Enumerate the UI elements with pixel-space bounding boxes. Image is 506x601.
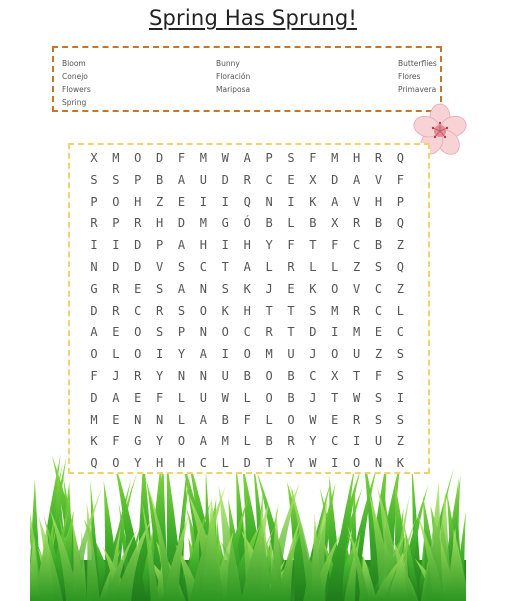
- grid-cell[interactable]: H: [243, 303, 251, 318]
- grid-cell[interactable]: L: [287, 216, 295, 231]
- grid-cell[interactable]: D: [90, 303, 98, 318]
- grid-row: [83, 235, 415, 257]
- grid-cell[interactable]: C: [265, 172, 273, 187]
- grid-cell[interactable]: X: [309, 172, 317, 187]
- grid-cell[interactable]: J: [265, 281, 273, 296]
- grid-cell[interactable]: R: [90, 216, 98, 231]
- word-search-frame: [68, 143, 430, 474]
- grid-cell[interactable]: T: [331, 390, 339, 405]
- grid-cell[interactable]: A: [112, 390, 120, 405]
- grid-cell[interactable]: S: [156, 325, 164, 340]
- grid-cell[interactable]: Z: [396, 238, 405, 253]
- grid-cell[interactable]: G: [134, 434, 142, 449]
- grid-cell[interactable]: E: [134, 390, 142, 405]
- grid-cell[interactable]: D: [177, 216, 186, 231]
- grid-cell[interactable]: H: [177, 456, 186, 471]
- grid-cell[interactable]: A: [243, 259, 251, 274]
- grid-cell[interactable]: O: [134, 325, 142, 340]
- grid-cell[interactable]: V: [374, 172, 383, 187]
- grid-cell[interactable]: I: [199, 194, 208, 209]
- grid-cell[interactable]: T: [287, 325, 295, 340]
- grid-cell[interactable]: E: [331, 412, 339, 427]
- grid-cell[interactable]: Z: [396, 281, 405, 296]
- grid-row: [83, 279, 415, 301]
- grid-cell[interactable]: C: [309, 368, 317, 383]
- grid-cell[interactable]: L: [112, 347, 120, 362]
- grid-cell[interactable]: R: [287, 434, 295, 449]
- grid-cell[interactable]: C: [374, 281, 383, 296]
- grid-cell[interactable]: Z: [374, 347, 383, 362]
- grid-cell[interactable]: O: [287, 412, 295, 427]
- grid-cell[interactable]: S: [177, 259, 186, 274]
- grid-cell[interactable]: F: [287, 238, 295, 253]
- grid-row: [83, 192, 415, 214]
- grid-cell[interactable]: R: [353, 216, 361, 231]
- grid-cell[interactable]: K: [396, 456, 405, 471]
- grid-cell[interactable]: O: [265, 390, 273, 405]
- grid-cell[interactable]: A: [177, 281, 186, 296]
- grid-cell[interactable]: D: [243, 456, 251, 471]
- grid-cell[interactable]: W: [221, 151, 229, 165]
- grid-cell[interactable]: O: [199, 303, 208, 318]
- grid-cell[interactable]: I: [221, 194, 229, 209]
- grid-cell[interactable]: U: [374, 434, 383, 449]
- grid-cell[interactable]: B: [374, 216, 383, 231]
- grid-cell[interactable]: L: [396, 303, 405, 318]
- grid-row: [83, 170, 415, 192]
- grid-row: [83, 301, 415, 323]
- page-title: Spring Has Sprung!: [149, 6, 357, 30]
- grid-cell[interactable]: M: [90, 412, 98, 427]
- word-bank-item: Flores: [398, 72, 421, 81]
- grid-cell[interactable]: H: [353, 151, 361, 165]
- grid-cell[interactable]: U: [199, 390, 208, 405]
- grid-cell[interactable]: R: [112, 303, 120, 318]
- grid-cell[interactable]: F: [331, 238, 339, 253]
- grid-cell[interactable]: Y: [156, 368, 164, 383]
- word-bank-item: Butterflies: [398, 59, 437, 68]
- grid-cell[interactable]: N: [199, 368, 208, 383]
- grid-cell[interactable]: Y: [265, 238, 273, 253]
- grid-cell[interactable]: P: [265, 151, 273, 165]
- grid-cell[interactable]: H: [156, 456, 164, 471]
- grid-cell[interactable]: L: [221, 456, 229, 471]
- grid-cell[interactable]: S: [221, 281, 229, 296]
- word-bank-column-3: [398, 57, 437, 96]
- grid-cell[interactable]: K: [243, 281, 251, 296]
- grid-cell[interactable]: B: [309, 216, 317, 231]
- word-bank-item: Conejo: [62, 72, 88, 81]
- grid-cell[interactable]: L: [309, 259, 317, 274]
- grid-cell[interactable]: M: [331, 303, 339, 318]
- grid-cell[interactable]: H: [134, 194, 142, 209]
- grid-cell[interactable]: D: [90, 390, 98, 405]
- grid-cell[interactable]: B: [265, 216, 273, 231]
- grid-cell[interactable]: F: [177, 151, 186, 165]
- grid-cell[interactable]: B: [374, 238, 383, 253]
- grid-cell[interactable]: A: [243, 151, 251, 165]
- grid-cell[interactable]: S: [374, 259, 383, 274]
- grid-cell[interactable]: A: [177, 172, 186, 187]
- grid-row: [83, 453, 415, 475]
- grid-cell[interactable]: O: [265, 368, 273, 383]
- word-bank-column-1: [62, 57, 91, 109]
- grid-cell[interactable]: B: [156, 172, 164, 187]
- grid-cell[interactable]: I: [112, 238, 120, 253]
- grid-cell[interactable]: P: [156, 238, 164, 253]
- word-bank-item: Bunny: [216, 59, 240, 68]
- grid-cell[interactable]: S: [374, 390, 383, 405]
- grid-cell[interactable]: F: [243, 412, 251, 427]
- grid-cell[interactable]: R: [243, 172, 251, 187]
- grid-row: [83, 322, 415, 344]
- grid-row: [83, 388, 415, 410]
- grid-row: [83, 344, 415, 366]
- grid-cell[interactable]: B: [287, 390, 295, 405]
- grid-cell[interactable]: Q: [243, 194, 251, 209]
- grid-cell[interactable]: N: [156, 412, 164, 427]
- grid-cell[interactable]: O: [134, 151, 142, 165]
- grid-cell[interactable]: Z: [156, 194, 164, 209]
- grid-cell[interactable]: M: [199, 151, 208, 165]
- grid-cell[interactable]: T: [309, 238, 317, 253]
- grid-cell[interactable]: L: [331, 259, 339, 274]
- grid-cell[interactable]: S: [90, 172, 98, 187]
- grid-cell[interactable]: M: [265, 347, 273, 362]
- grid-cell[interactable]: C: [243, 325, 251, 340]
- grid-cell[interactable]: Q: [90, 456, 98, 471]
- grid-cell[interactable]: R: [353, 412, 361, 427]
- grid-cell[interactable]: O: [353, 456, 361, 471]
- grid-cell[interactable]: I: [221, 347, 229, 362]
- grid-cell[interactable]: B: [265, 434, 273, 449]
- grid-cell[interactable]: Z: [353, 259, 361, 274]
- grid-cell[interactable]: J: [112, 368, 120, 383]
- grid-cell[interactable]: R: [112, 281, 120, 296]
- grid-row: [83, 257, 415, 279]
- grid-cell[interactable]: Z: [396, 434, 405, 449]
- grid-cell[interactable]: A: [199, 434, 208, 449]
- word-bank-item: Mariposa: [216, 85, 251, 94]
- word-bank-item: Flowers: [62, 85, 91, 94]
- grid-cell[interactable]: H: [199, 238, 208, 253]
- grid-cell[interactable]: K: [309, 194, 317, 209]
- grid-cell[interactable]: A: [177, 238, 186, 253]
- grid-cell[interactable]: F: [396, 172, 405, 187]
- grid-cell[interactable]: R: [156, 303, 164, 318]
- grid-cell[interactable]: V: [156, 259, 164, 274]
- grid-cell[interactable]: S: [287, 151, 295, 165]
- grid-cell[interactable]: R: [134, 216, 142, 231]
- word-bank-item: Spring: [62, 98, 87, 107]
- grid-cell[interactable]: T: [265, 303, 273, 318]
- grid-cell[interactable]: D: [156, 151, 164, 165]
- grid-cell[interactable]: S: [374, 412, 383, 427]
- grid-cell[interactable]: N: [90, 259, 98, 274]
- grid-cell[interactable]: M: [221, 434, 229, 449]
- grid-cell[interactable]: D: [331, 172, 339, 187]
- grid-cell[interactable]: Y: [177, 347, 186, 362]
- grid-cell[interactable]: N: [134, 412, 142, 427]
- grid-cell[interactable]: C: [374, 303, 383, 318]
- grid-cell[interactable]: H: [374, 194, 383, 209]
- grid-cell[interactable]: H: [243, 238, 251, 253]
- grid-cell[interactable]: O: [90, 347, 98, 362]
- grid-cell[interactable]: J: [309, 347, 317, 362]
- word-bank: [52, 46, 442, 112]
- grid-cell[interactable]: K: [90, 434, 98, 449]
- grid-row: [83, 148, 415, 170]
- grid-cell[interactable]: A: [199, 412, 208, 427]
- grid-cell[interactable]: T: [353, 368, 361, 383]
- grid-cell[interactable]: L: [243, 434, 251, 449]
- grid-cell[interactable]: A: [90, 325, 98, 340]
- grid-cell[interactable]: U: [221, 368, 229, 383]
- grid-cell[interactable]: M: [353, 325, 361, 340]
- grid-cell[interactable]: E: [177, 194, 186, 209]
- grid-cell[interactable]: N: [265, 194, 273, 209]
- grid-cell[interactable]: D: [134, 238, 142, 253]
- grid-cell[interactable]: Q: [396, 216, 405, 231]
- grid-cell[interactable]: Y: [134, 456, 142, 471]
- grid-cell[interactable]: C: [331, 434, 339, 449]
- grid-cell[interactable]: L: [265, 412, 273, 427]
- grid-cell[interactable]: D: [112, 259, 120, 274]
- grid-cell[interactable]: L: [243, 390, 251, 405]
- grid-cell[interactable]: O: [331, 347, 339, 362]
- grid-cell[interactable]: A: [353, 172, 361, 187]
- grid-cell[interactable]: M: [112, 151, 120, 165]
- grid-cell[interactable]: A: [331, 194, 339, 209]
- grid-cell[interactable]: W: [309, 456, 317, 471]
- grid-cell[interactable]: E: [374, 325, 383, 340]
- grid-cell[interactable]: S: [309, 303, 317, 318]
- grid-cell[interactable]: D: [221, 172, 229, 187]
- grid-cell[interactable]: L: [265, 259, 273, 274]
- grid-cell[interactable]: C: [134, 303, 142, 318]
- grid-cell[interactable]: W: [221, 390, 229, 405]
- grid-cell[interactable]: I: [331, 325, 339, 340]
- grid-cell[interactable]: P: [134, 172, 142, 187]
- grid-cell[interactable]: B: [221, 412, 229, 427]
- grid-cell[interactable]: M: [199, 216, 208, 231]
- grid-cell[interactable]: Y: [156, 434, 164, 449]
- grid-cell[interactable]: C: [353, 238, 361, 253]
- grid-cell[interactable]: G: [221, 216, 229, 231]
- grid-row: [83, 366, 415, 388]
- grid-cell[interactable]: P: [90, 194, 98, 209]
- grid-cell[interactable]: E: [287, 281, 295, 296]
- grid-cell[interactable]: H: [156, 216, 164, 231]
- grid-cell[interactable]: T: [265, 456, 273, 471]
- grid-cell[interactable]: O: [221, 325, 229, 340]
- word-bank-item: Primavera: [398, 85, 437, 94]
- grid-cell[interactable]: F: [90, 368, 98, 383]
- word-bank-column-2: [216, 57, 250, 96]
- grid-cell[interactable]: W: [353, 390, 361, 405]
- grid-cell[interactable]: J: [309, 390, 317, 405]
- grid-cell[interactable]: S: [177, 303, 186, 318]
- grid-cell[interactable]: X: [331, 216, 339, 231]
- grid-cell[interactable]: R: [287, 259, 295, 274]
- grid-cell[interactable]: U: [287, 347, 295, 362]
- grid-cell[interactable]: S: [156, 281, 164, 296]
- word-bank-item: Bloom: [62, 59, 86, 68]
- grid-cell[interactable]: O: [177, 434, 186, 449]
- grid-cell[interactable]: D: [134, 259, 142, 274]
- grid-cell[interactable]: F: [309, 151, 317, 165]
- grid-cell[interactable]: G: [90, 281, 98, 296]
- grid-cell[interactable]: X: [90, 151, 98, 165]
- grid-cell[interactable]: K: [309, 281, 317, 296]
- grid-cell[interactable]: C: [396, 325, 405, 340]
- letter-grid: [83, 148, 415, 475]
- grid-cell[interactable]: A: [199, 347, 208, 362]
- grid-cell[interactable]: S: [396, 412, 405, 427]
- grid-cell[interactable]: M: [331, 151, 339, 165]
- grid-cell[interactable]: S: [396, 368, 405, 383]
- grid-cell[interactable]: I: [90, 238, 98, 253]
- grid-cell[interactable]: E: [134, 281, 142, 296]
- grid-cell[interactable]: L: [177, 412, 186, 427]
- grid-cell[interactable]: I: [396, 390, 405, 405]
- grid-cell[interactable]: P: [396, 194, 405, 209]
- grid-cell[interactable]: T: [287, 303, 295, 318]
- grid-cell[interactable]: N: [177, 368, 186, 383]
- grid-cell[interactable]: I: [221, 238, 229, 253]
- grid-cell[interactable]: E: [112, 412, 120, 427]
- grid-cell[interactable]: V: [353, 194, 361, 209]
- grid-cell[interactable]: I: [287, 194, 295, 209]
- grid-cell[interactable]: I: [353, 434, 361, 449]
- grid-cell[interactable]: S: [112, 172, 120, 187]
- grid-cell[interactable]: F: [156, 390, 164, 405]
- grid-cell[interactable]: W: [309, 412, 317, 427]
- grid-cell[interactable]: N: [199, 281, 208, 296]
- grid-cell[interactable]: Q: [396, 151, 405, 165]
- grid-cell[interactable]: K: [221, 303, 229, 318]
- grid-cell[interactable]: O: [134, 347, 142, 362]
- grid-cell[interactable]: S: [396, 347, 405, 362]
- grid-cell[interactable]: E: [287, 172, 295, 187]
- grid-cell[interactable]: D: [309, 325, 317, 340]
- grid-row: [83, 431, 415, 453]
- grid-cell[interactable]: R: [134, 368, 142, 383]
- grid-cell[interactable]: Ó: [243, 216, 251, 231]
- grid-cell[interactable]: U: [353, 347, 361, 362]
- grid-cell[interactable]: U: [199, 172, 208, 187]
- grid-cell[interactable]: B: [243, 368, 251, 383]
- grid-row: [83, 410, 415, 432]
- grid-cell[interactable]: C: [199, 456, 208, 471]
- grid-cell[interactable]: O: [112, 456, 120, 471]
- grid-cell[interactable]: F: [112, 434, 120, 449]
- grid-cell[interactable]: E: [112, 325, 120, 340]
- grid-cell[interactable]: B: [287, 368, 295, 383]
- grid-cell[interactable]: F: [374, 368, 383, 383]
- grid-cell[interactable]: P: [112, 216, 120, 231]
- grid-cell[interactable]: R: [374, 151, 383, 165]
- grid-cell[interactable]: O: [331, 281, 339, 296]
- grid-cell[interactable]: R: [265, 325, 273, 340]
- grid-cell[interactable]: N: [199, 325, 208, 340]
- grid-cell[interactable]: L: [177, 390, 186, 405]
- grid-cell[interactable]: X: [331, 368, 339, 383]
- grid-cell[interactable]: C: [199, 259, 208, 274]
- grid-cell[interactable]: P: [177, 325, 186, 340]
- grid-cell[interactable]: O: [112, 194, 120, 209]
- grid-cell[interactable]: V: [353, 281, 361, 296]
- grid-cell[interactable]: T: [221, 259, 229, 274]
- grid-cell[interactable]: R: [353, 303, 361, 318]
- grid-cell[interactable]: I: [331, 456, 339, 471]
- grid-cell[interactable]: N: [374, 456, 383, 471]
- grid-row: [83, 213, 415, 235]
- word-bank-item: Floración: [216, 72, 251, 81]
- grid-cell[interactable]: Y: [309, 434, 317, 449]
- grid-cell[interactable]: I: [156, 347, 164, 362]
- grid-cell[interactable]: Q: [396, 259, 405, 274]
- grid-cell[interactable]: O: [243, 347, 251, 362]
- grid-cell[interactable]: Y: [287, 456, 295, 471]
